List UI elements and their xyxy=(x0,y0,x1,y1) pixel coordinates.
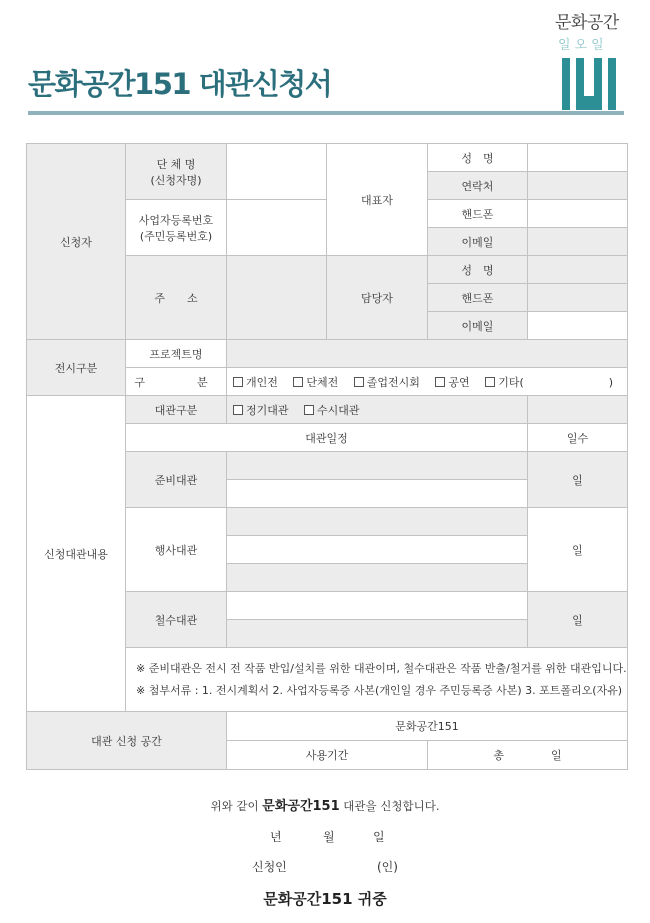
option-performance[interactable]: 공연 xyxy=(435,376,469,389)
prep-schedule-field-2[interactable] xyxy=(227,480,528,508)
rep-contact-label: 연락처 xyxy=(428,172,528,200)
project-name-label: 프로젝트명 xyxy=(126,340,227,368)
days-header: 일수 xyxy=(528,424,628,452)
removal-schedule-field-2[interactable] xyxy=(227,620,528,648)
manager-mobile-field[interactable] xyxy=(528,284,628,312)
manager-name-field[interactable] xyxy=(528,256,628,284)
rep-mobile-label: 핸드폰 xyxy=(428,200,528,228)
note-attachments: ※ 첨부서류 : 1. 전시계획서 2. 사업자등록증 사본(개인일 경우 주민등록증 사본) 3. 포트폴리오(자유) xyxy=(136,683,623,697)
biz-no-label: 사업자등록번호 (주민등록번호) xyxy=(126,200,227,256)
declaration-text: 위와 같이 문화공간151 대관을 신청합니다. xyxy=(210,799,440,814)
exhibition-type-options xyxy=(227,368,628,396)
checkbox-occasional[interactable] xyxy=(304,405,314,415)
checkbox-performance[interactable] xyxy=(435,377,445,387)
rep-email-label: 이메일 xyxy=(428,228,528,256)
manager-label: 담당자 xyxy=(327,256,428,340)
event-rental-label: 행사대관 xyxy=(126,508,227,592)
logo-icon xyxy=(562,58,624,110)
total-label: 총 xyxy=(493,749,504,762)
page-title: 문화공간151 대관신청서 xyxy=(28,67,332,101)
other-close-paren: ) xyxy=(608,375,614,389)
manager-mobile-label: 핸드폰 xyxy=(428,284,528,312)
rep-contact-field[interactable] xyxy=(528,172,628,200)
address-field[interactable] xyxy=(227,256,327,340)
org-name-label: 단 체 명 (신청자명) xyxy=(126,144,227,200)
manager-email-field[interactable] xyxy=(528,312,628,340)
logo-subtext: 일오일 xyxy=(558,38,608,53)
total-days xyxy=(428,741,628,770)
venue-name: 문화공간151 xyxy=(227,712,628,741)
rental-type-blank xyxy=(528,396,628,424)
declaration-venue: 문화공간151 xyxy=(262,799,340,814)
manager-email-label: 이메일 xyxy=(428,312,528,340)
logo-text: 문화공간 xyxy=(555,13,619,33)
footer-recipient: 문화공간151 귀중 xyxy=(263,890,387,908)
exhibition-section-label: 전시구분 xyxy=(27,340,126,396)
rep-email-field[interactable] xyxy=(528,228,628,256)
org-name-field[interactable] xyxy=(227,144,327,200)
exhibition-type-label: 구 분 xyxy=(126,368,227,396)
seal-label: (인) xyxy=(377,860,398,874)
notes xyxy=(126,648,628,712)
rental-section-label: 신청대관내용 xyxy=(27,396,126,712)
manager-name-label: 성 명 xyxy=(428,256,528,284)
option-solo[interactable]: 개인전 xyxy=(233,376,278,389)
removal-rental-label: 철수대관 xyxy=(126,592,227,648)
rep-name-label: 성 명 xyxy=(428,144,528,172)
note-prep-removal: ※ 준비대관은 전시 전 작품 반입/설치를 위한 대관이며, 철수대관은 작품 반출/철거를 위한 대관입니다. xyxy=(136,661,627,675)
option-graduation[interactable]: 졸업전시회 xyxy=(354,376,420,389)
event-schedule-field-2[interactable] xyxy=(227,536,528,564)
rep-mobile-field[interactable] xyxy=(528,200,628,228)
project-name-field[interactable] xyxy=(227,340,628,368)
option-regular[interactable]: 정기대관 xyxy=(233,404,289,417)
event-schedule-field-3[interactable] xyxy=(227,564,528,592)
event-schedule-field-1[interactable] xyxy=(227,508,528,536)
rental-type-label: 대관구분 xyxy=(126,396,227,424)
prep-rental-label: 준비대관 xyxy=(126,452,227,508)
checkbox-graduation[interactable] xyxy=(354,377,364,387)
schedule-header: 대관일정 xyxy=(126,424,528,452)
biz-no-field[interactable] xyxy=(227,200,327,256)
day-label: 일 xyxy=(373,830,385,844)
checkbox-group[interactable] xyxy=(293,377,303,387)
usage-period-label: 사용기간 xyxy=(227,741,428,770)
space-section-label: 대관 신청 공간 xyxy=(27,712,227,770)
prep-schedule-field-1[interactable] xyxy=(227,452,528,480)
removal-schedule-field-1[interactable] xyxy=(227,592,528,620)
checkbox-solo[interactable] xyxy=(233,377,243,387)
checkbox-other[interactable] xyxy=(485,377,495,387)
rental-application-form xyxy=(26,143,628,770)
prep-days: 일 xyxy=(528,452,628,508)
checkbox-regular[interactable] xyxy=(233,405,243,415)
address-label: 주 소 xyxy=(126,256,227,340)
option-occasional[interactable]: 수시대관 xyxy=(304,404,360,417)
applicant-section-label: 신청자 xyxy=(27,144,126,340)
month-label: 월 xyxy=(323,830,335,844)
rep-name-field[interactable] xyxy=(528,144,628,172)
option-group[interactable]: 단체전 xyxy=(293,376,338,389)
applicant-sign-label: 신청인 xyxy=(252,860,287,874)
option-other[interactable]: 기타( xyxy=(485,376,524,389)
rental-type-options xyxy=(227,396,528,424)
representative-label: 대표자 xyxy=(327,144,428,256)
total-unit: 일 xyxy=(551,749,562,762)
event-days: 일 xyxy=(528,508,628,592)
year-label: 년 xyxy=(270,830,282,844)
removal-days: 일 xyxy=(528,592,628,648)
title-underline xyxy=(28,111,624,115)
